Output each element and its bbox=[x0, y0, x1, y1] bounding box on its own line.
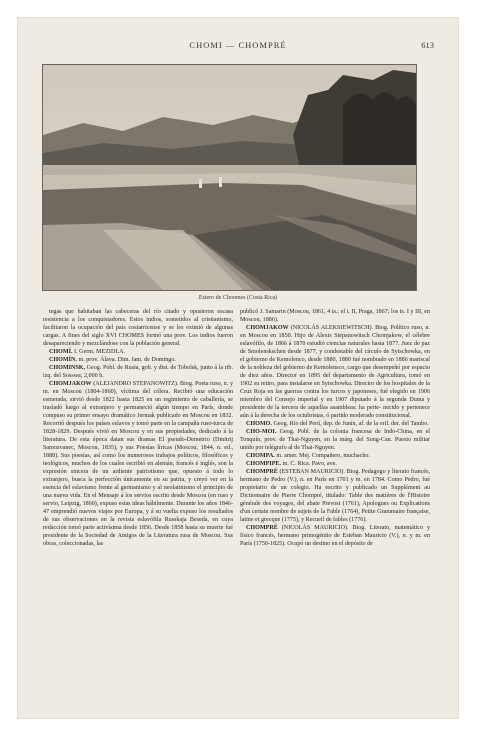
right-entry bbox=[240, 420, 430, 428]
right-paragraph bbox=[240, 308, 430, 324]
estuary-photograph-image bbox=[43, 65, 416, 290]
page-header bbox=[18, 40, 458, 54]
entry-text: Geog. Río del Perú, dep. de Junín, af. de la oril. der. del Tambo. bbox=[273, 421, 429, 427]
entry-headword: CHOMÍ. bbox=[49, 349, 73, 355]
left-entry bbox=[43, 364, 233, 380]
left-text-column bbox=[43, 308, 233, 548]
page-number: 613 bbox=[421, 40, 434, 50]
entry-text: (NICOLÁS ALEKSIEWITSCH). Biog. Político ruso, n. en Moscou en 1850. Hijo de Alexis Stepanowitsch Chomjakow, el célebre eslavófilo, de 1866 á 1870 estudió ciencias naturales hasta 1877. Juez de paz de Smolenskschen desde 1877, y condestable del círculo de Sytschowka, en el gobierno de Kemolenco, desde 1880, 1880 fué nombrado en 1886 mariscal de la nobleza del gobierno de Kemolensco, cargo que desempeñó por espacio de diez años. Director en 1895 del departamento de Agricultura, tomó en 1902 su retiro, para instalarse en Sytschowka. Director de los hospitales de la Cruz Roja en las guerras contra los turcos y japoneses, fué elegido en 1906 miembro del Consejo imperial y en 1907 diputado á la segunda Duma y presidente de la tercera de aquellas asambleas; ha perte- necido y pertenece aún á la derecha de los octubristas, ó partido moderado constitucional. bbox=[240, 325, 431, 419]
estuary-photograph bbox=[42, 64, 417, 291]
entry-headword: CHOMPRÉ bbox=[246, 469, 278, 475]
right-entry bbox=[240, 460, 430, 468]
entry-text: m. C. Rica. Pavo, ave. bbox=[282, 461, 337, 467]
entry-headword: CHOMJAKOW bbox=[246, 325, 289, 331]
entry-headword: CHO-MOI. bbox=[246, 429, 277, 435]
book-page bbox=[18, 18, 458, 718]
right-entry bbox=[240, 324, 430, 420]
left-entry bbox=[43, 356, 233, 364]
entry-headword: CHOMO. bbox=[246, 421, 272, 427]
entry-headword: CHOMINSK, bbox=[49, 365, 86, 371]
right-entry bbox=[240, 428, 430, 452]
entry-text: f. Germ. MEZIDLA. bbox=[74, 349, 125, 355]
entry-text: m. amer. Mej. Compañero, muchacho. bbox=[276, 453, 370, 459]
right-entry bbox=[240, 468, 430, 524]
left-paragraph bbox=[43, 308, 233, 348]
entry-headword: CHOMÍN. bbox=[49, 357, 77, 363]
entry-text: tegas que habitaban las cabeceras del río citado y opusieron escasa resistencia a los conquistadores. Estos indios, sometidos al cristianismo, facilitaron la ocupación del país costarricense y se les eximió de algunas cargas. A fines del siglo XVI CHOMES formó una prov. Los indios fueron desapareciendo y mezclándose con la población general. bbox=[43, 309, 233, 347]
right-entry bbox=[240, 452, 430, 460]
running-head: CHOMI — CHOMPRÉ bbox=[189, 40, 287, 50]
entry-text: publicó J. Samarin (Moscou, 1861, 4 ts.; el t. II, Praga, 1867; los ts. I y III, en Moscou, 1886). bbox=[240, 309, 430, 323]
left-entry bbox=[43, 380, 233, 548]
entry-text: (ALEJANDRO STEPANOWITZ). Biog. Poeta ruso, n. y m. en Moscou (1804-1860), víctima del cólera. Recibió una educación esmerada, sirvió desde 1822 hasta 1825 en un regimiento de caballería, se trasladó luego al extranjero y permaneció algún tiempo en París, donde compuso su primer ensayo dramático Jermak publicado en Moscou en 1832. Recorrió después los países eslavos y tomó parte en la campaña ruso-turca de 1828-1829. Después vivió en Moscou y en sus propiedades, dedicado á la literatura. De esta época datan sus dramas El pseudo-Demetrio (Dmitrij Samozvanec, Moscou, 1835), y sus Poesías líricas (Moscou, 1844, n. ed., 1888). Sus poesías, así como los numerosos trabajos políticos, filosóficos y teológicos, muchos de los cuales escribió en alemán, francés é inglés, son la expresión sincera de un ardiente patriotismo que, opuesto á todo lo extranjero, busca la perfección únicamente en su patria, y creyó ver en la esencia del eslavismo frente al germanismo y al neolatinismo el principio de una nueva vida. En el Mensaje á los servios escrito desde Moscou (en ruso y servio, Leipzig, 1860), expuso estas ideas hábilmente. Durante los años 1846-47 emprendió nuevos viajes por Europa, y á su vuelta expuso los resultados de sus observaciones en la revista eslavófila Russkaja Beseda, en cuya redacción tomó parte activísima desde 1856. Desde 1858 hasta su muerte fué presidente de la Sociedad de Amigos de la Literatura rusa de Moscou. Sus obras, coleccionadas, las bbox=[43, 381, 233, 547]
entry-text: Geog. Pobl. de la colonia francesa de Indo-China, en el Tonquín, prov. de Thai-Nguyen, en la márg. del Song-Can. Puesto militar unido por telégrafo al de Thai-Nguyen. bbox=[240, 429, 430, 451]
entry-headword: CHOMPIPE. bbox=[246, 461, 282, 467]
right-text-column bbox=[240, 308, 430, 548]
entry-headword: CHOMJAKOW bbox=[49, 381, 92, 387]
photo-caption: Estero de Choomes (Costa Rica) bbox=[198, 295, 278, 301]
entry-text: m. prov. Álava. Dim. fam. de Domingo. bbox=[78, 357, 176, 363]
entry-headword: CHOMPA. bbox=[246, 453, 275, 459]
entry-text: (ESTEBAN MAURICIO). Biog. Pedagogo y literato francés, hermano de Pedro (V.), n. en París en 1701 y m. en 1784. Como Pedro, fué propietario de un colegio. Ha escrito y publicado un Supplément au Dictionnaire de Pierre Chompré, titulado: Table des matières de l'Histoire générale des voyages, del abate Prevost (1761), Apologues ou Explications d'un certain nombre de sujets de la Fable (1764), Petite Grammaire française, latine et grecque (1775), y Recueil de fables (1776). bbox=[240, 469, 430, 523]
entry-text: Geog. Pobl. de Rusia, gob. y dist. de Tobolsk, junto á la rib. izq. del Sosswa; 2,000 h. bbox=[43, 365, 233, 379]
left-entry bbox=[43, 348, 233, 356]
right-entry bbox=[240, 524, 430, 548]
entry-text: (NICOLÁS MAURICIO). Biog. Literato, matemático y físico francés, hermano primogénito de Esteban Mauricio (V.), n. y m. en París (1750-1825). Ocupó un destino en el depósito de bbox=[240, 525, 430, 547]
entry-headword: CHOMPRÉ bbox=[246, 525, 278, 531]
